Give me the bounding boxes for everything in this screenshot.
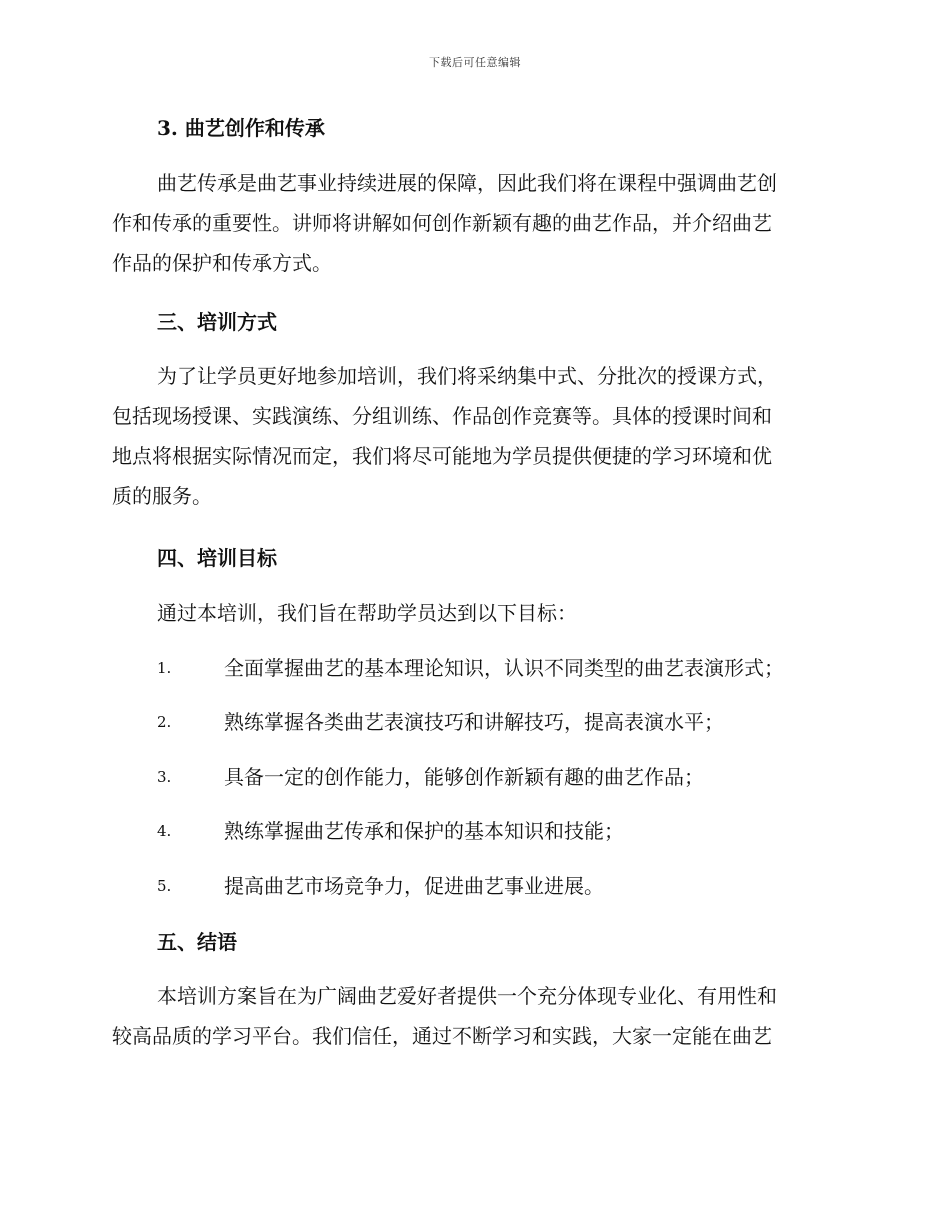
list-item — [157, 872, 837, 900]
paragraph-line: 作品的保护和传承方式。 — [112, 251, 332, 275]
list-item-text: 熟练掌握各类曲艺表演技巧和讲解技巧，提高表演水平； — [224, 710, 724, 734]
list-item-number: 4. — [157, 822, 172, 840]
section-heading-training-method: 三、培训方式 — [157, 310, 277, 334]
header-note: 下载后可任意编辑 — [429, 56, 521, 69]
list-item — [157, 763, 837, 791]
paragraph-line: 本培训方案旨在为广阔曲艺爱好者提供一个充分体现专业化、有用性和 — [157, 984, 777, 1008]
paragraph-line: 包括现场授课、实践演练、分组训练、作品创作竞赛等。具体的授课时间和 — [112, 404, 772, 428]
paragraph-creation-inheritance — [112, 163, 832, 283]
paragraph-training-method — [112, 356, 832, 516]
paragraph-conclusion — [112, 976, 832, 1056]
list-item-text: 全面掌握曲艺的基本理论知识，认识不同类型的曲艺表演形式； — [224, 656, 784, 680]
list-item-text: 具备一定的创作能力，能够创作新颖有趣的曲艺作品； — [224, 765, 704, 789]
section-heading-creation-inheritance: 3. 曲艺创作和传承 — [157, 116, 325, 140]
paragraph-line: 为了让学员更好地参加培训，我们将采纳集中式、分批次的授课方式， — [157, 364, 777, 388]
list-item — [157, 708, 837, 736]
paragraph-line: 较高品质的学习平台。我们信任，通过不断学习和实践，大家一定能在曲艺 — [112, 1024, 772, 1048]
section-heading-training-goals: 四、培训目标 — [157, 546, 277, 570]
paragraph-line: 地点将根据实际情况而定，我们将尽可能地为学员提供便捷的学习环境和优 — [112, 444, 772, 468]
paragraph-line: 质的服务。 — [112, 484, 212, 508]
list-item-number: 5. — [157, 877, 172, 895]
section-heading-conclusion: 五、结语 — [157, 930, 237, 954]
list-item — [157, 817, 837, 845]
list-item-number: 2. — [157, 713, 172, 731]
goals-intro: 通过本培训，我们旨在帮助学员达到以下目标： — [157, 601, 577, 625]
paragraph-line: 曲艺传承是曲艺事业持续进展的保障，因此我们将在课程中强调曲艺创 — [157, 171, 777, 195]
list-item — [157, 654, 837, 682]
list-item-text: 提高曲艺市场竞争力，促进曲艺事业进展。 — [224, 874, 604, 898]
list-item-text: 熟练掌握曲艺传承和保护的基本知识和技能； — [224, 819, 624, 843]
paragraph-line: 作和传承的重要性。讲师将讲解如何创作新颖有趣的曲艺作品，并介绍曲艺 — [112, 211, 772, 235]
list-item-number: 3. — [157, 768, 172, 786]
list-item-number: 1. — [157, 659, 172, 677]
